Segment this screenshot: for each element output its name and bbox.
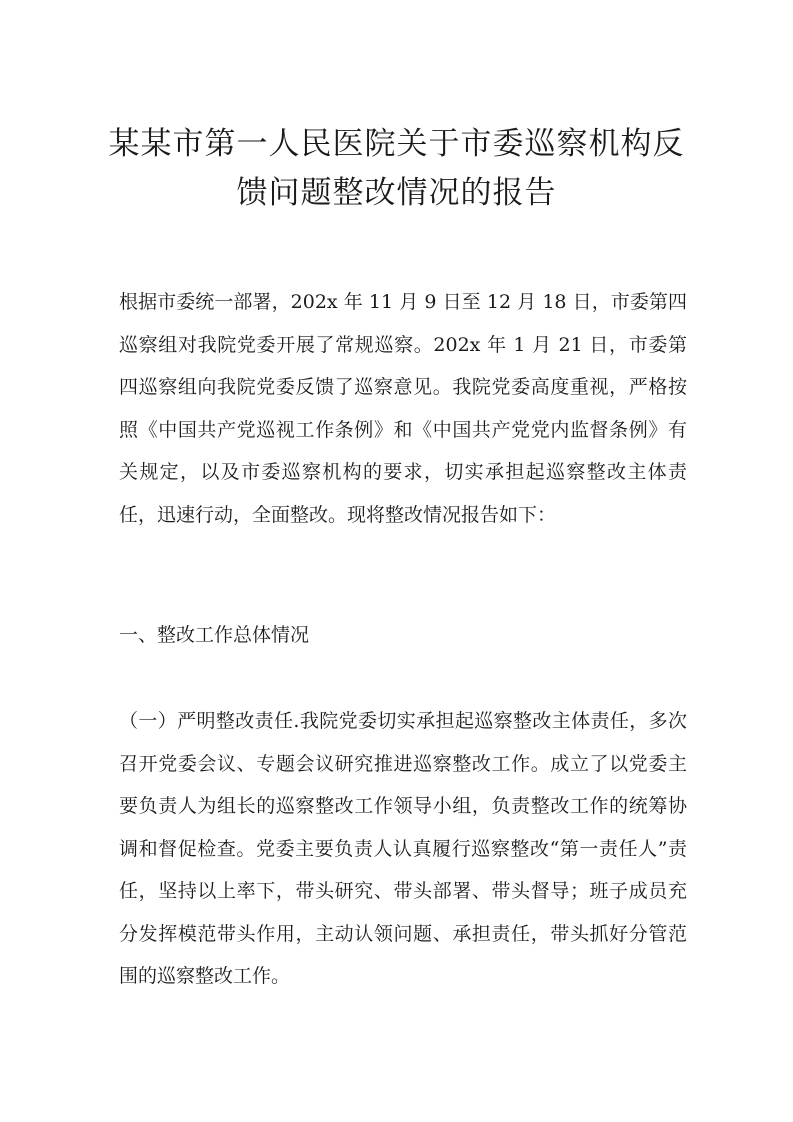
section-heading: 一、整改工作总体情况: [119, 624, 310, 646]
subsection-paragraph: （一）严明整改责任.我院党委切实承担起巡察整改主体责任，多次召开党委会议、专题会议研究推进巡察整改工作。成立了以党委主要负责人为组长的巡察整改工作领导小组，负责整改工作的统筹协调和督促检查。党委主要负责人认真履行巡察整改“第一责任人”责任，坚持以上率下，带头研究、带头部署、带头督导；班子成员充分发挥模范带头作用，主动认领问题、承担责任，带头抓好分管范围的巡察整改工作。: [119, 710, 687, 987]
document-title-line-1: 某某市第一人民医院关于市委巡察机构反: [108, 126, 685, 162]
intro-paragraph: 根据市委统一部署，202x 年 11 月 9 日至 12 月 18 日，市委第四巡察组对我院党委开展了常规巡察。202x 年 1 月 21 日，市委第四巡察组向我院党委反馈了巡察意见。我院党委高度重视，严格按照《中国共产党巡视工作条例》和《中国共产党党内监督条例》有关规定，以及市委巡察机构的要求，切实承担起巡察整改主体责任，迅速行动，全面整改。现将整改情况报告如下：: [119, 291, 687, 526]
document-title-line-2: 馈问题整改情况的报告: [236, 175, 557, 211]
